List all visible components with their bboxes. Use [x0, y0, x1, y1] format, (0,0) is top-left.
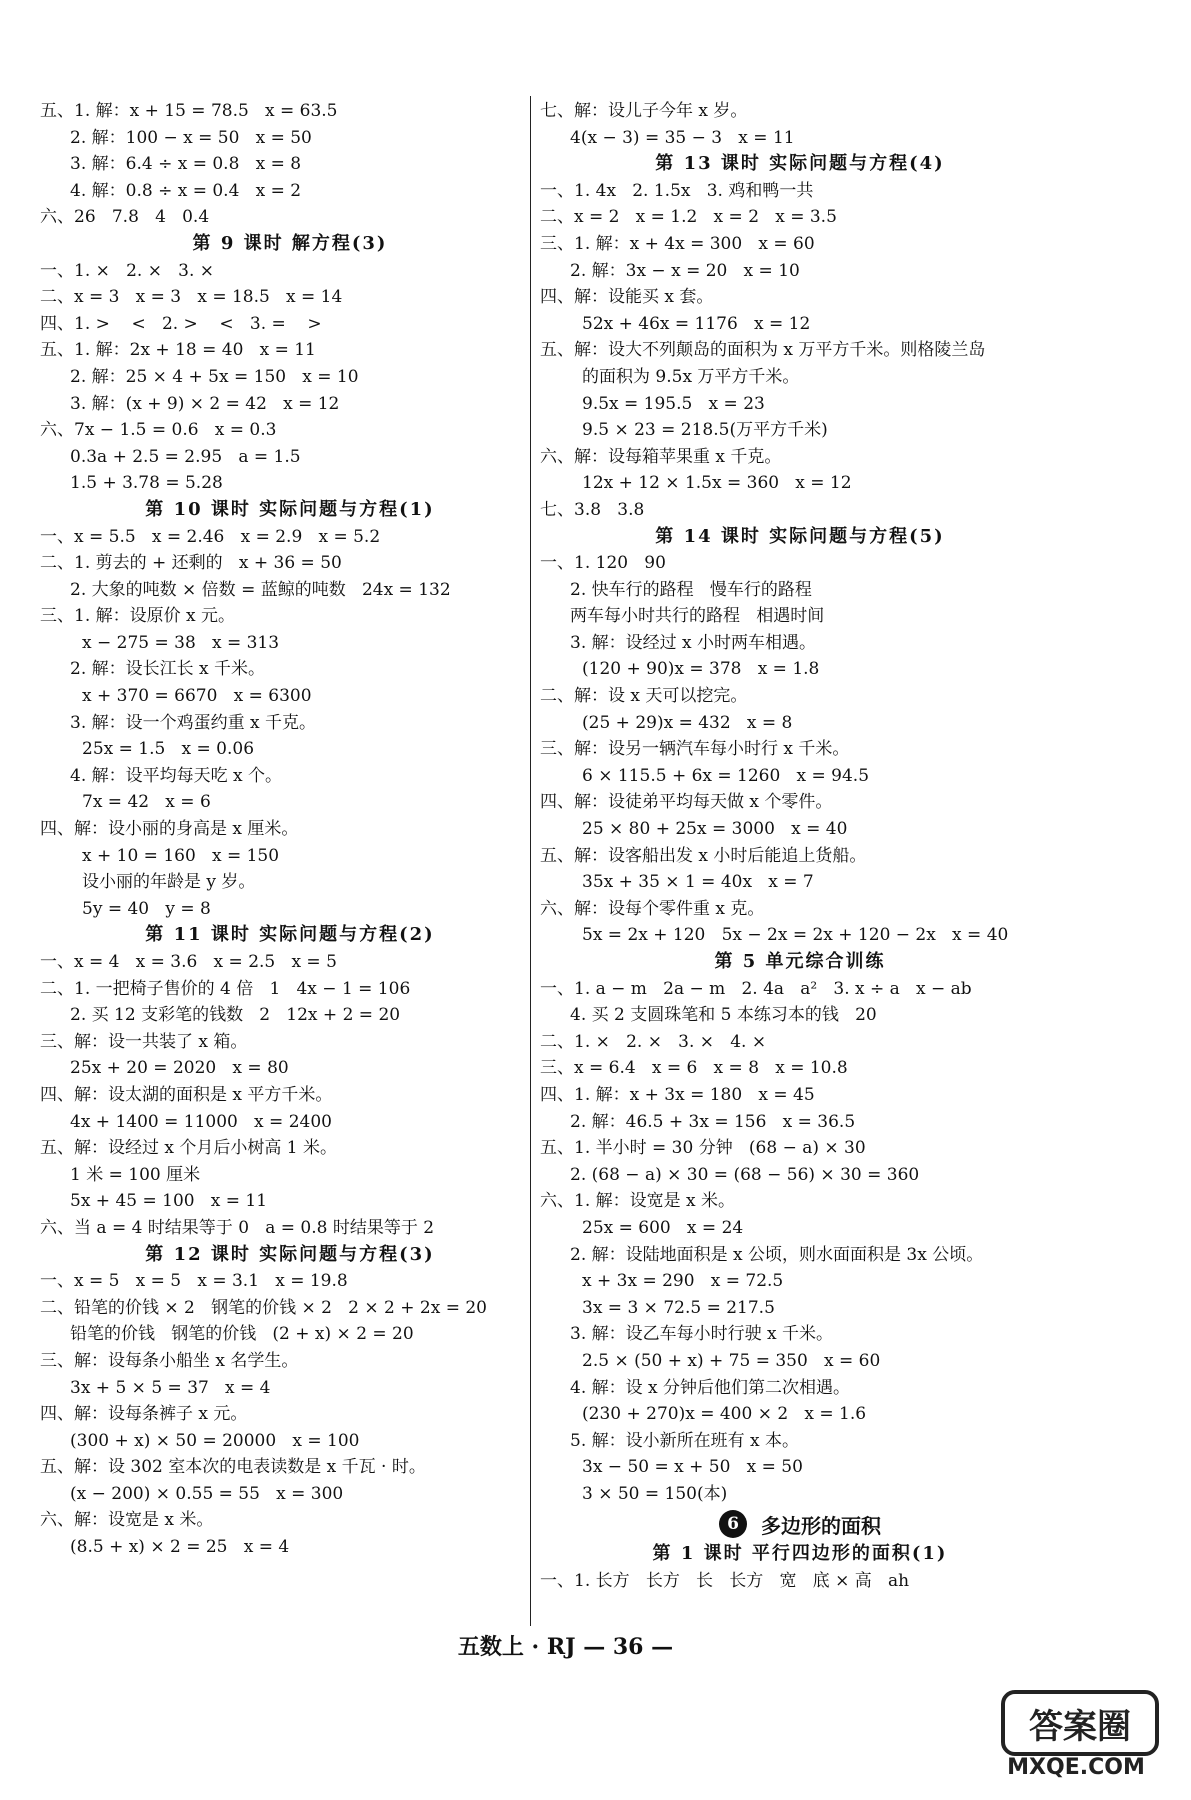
- answer-line: 25x = 600 x = 24: [582, 1217, 744, 1238]
- answer-line: 五、1. 解：2x + 18 = 40 x = 11: [40, 340, 316, 361]
- answer-line: 1 米 = 100 厘米: [70, 1164, 201, 1185]
- answer-line: 2. 解：设长江长 x 千米。: [70, 659, 266, 680]
- answer-line: 二、x = 2 x = 1.2 x = 2 x = 3.5: [540, 207, 837, 228]
- answer-line: 七、3.8 3.8: [540, 499, 645, 520]
- answer-line: 2. (68 − a) × 30 = (68 − 56) × 30 = 360: [570, 1164, 920, 1185]
- unit-title: 多边形的面积: [761, 1513, 881, 1538]
- answer-line: 2.5 × (50 + x) + 75 = 350 x = 60: [582, 1350, 881, 1371]
- answer-line: 一、1. 120 90: [540, 553, 666, 574]
- answer-line: 2. 买 12 支彩笔的钱数 2 12x + 2 = 20: [70, 1005, 401, 1026]
- answer-line: 2. 解：100 − x = 50 x = 50: [70, 127, 312, 148]
- answer-line: 一、1. a − m 2a − m 2. 4a a² 3. x ÷ a x − ab: [540, 978, 972, 999]
- answer-line: 四、解：设徒弟平均每天做 x 个零件。: [540, 792, 833, 813]
- answer-line: 两车每小时共行的路程 相遇时间: [570, 606, 825, 627]
- answer-line: 六、解：设宽是 x 米。: [40, 1510, 214, 1531]
- answer-line: 三、解：设每条小船坐 x 名学生。: [40, 1350, 299, 1371]
- answer-line: 三、1. 解：x + 4x = 300 x = 60: [540, 233, 815, 254]
- answer-line: 六、7x − 1.5 = 0.6 x = 0.3: [40, 420, 277, 441]
- answer-line: x + 370 = 6670 x = 6300: [82, 686, 312, 707]
- right-column: [540, 98, 1060, 1595]
- answer-line: 一、x = 5 x = 5 x = 3.1 x = 19.8: [40, 1271, 348, 1292]
- lesson-heading: 第 12 课时 实际问题与方程(3): [145, 1243, 435, 1265]
- answer-line: 二、1. × 2. × 3. × 4. ×: [540, 1031, 767, 1052]
- answer-line: 9.5x = 195.5 x = 23: [582, 393, 765, 414]
- answer-line: x + 3x = 290 x = 72.5: [582, 1271, 784, 1292]
- answer-line: 七、解：设儿子今年 x 岁。: [540, 101, 748, 121]
- answer-line: 4(x − 3) = 35 − 3 x = 11: [570, 127, 795, 148]
- answer-line: 三、1. 解：设原价 x 元。: [40, 606, 236, 627]
- answer-line: (300 + x) × 50 = 20000 x = 100: [70, 1430, 360, 1451]
- answer-line: 一、1. 长方 长方 长 长方 宽 底 × 高 ah: [540, 1571, 910, 1592]
- answer-line: 3. 解：6.4 ÷ x = 0.8 x = 8: [70, 154, 302, 175]
- answer-line: 二、1. 剪去的 + 还剩的 x + 36 = 50: [40, 553, 342, 574]
- answer-line: 3x = 3 × 72.5 = 217.5: [582, 1297, 775, 1318]
- answer-line: 2. 解：设陆地面积是 x 公顷，则水面面积是 3x 公顷。: [570, 1244, 984, 1265]
- lesson-heading: 第 13 课时 实际问题与方程(4): [655, 153, 945, 175]
- watermark-logo: [991, 1690, 1161, 1780]
- answer-line: 铅笔的价钱 钢笔的价钱 (2 + x) × 2 = 20: [70, 1324, 414, 1345]
- lesson-heading: 第 14 课时 实际问题与方程(5): [655, 525, 945, 547]
- answer-line: 3. 解：设经过 x 小时两车相遇。: [570, 632, 817, 653]
- answer-line: 2. 快车行的路程 慢车行的路程: [570, 579, 812, 600]
- lesson-heading: 第 1 课时 平行四边形的面积(1): [652, 1543, 948, 1565]
- answer-line: 4. 买 2 支圆珠笔和 5 本练习本的钱 20: [570, 1005, 877, 1026]
- watermark-url: MXQE.COM: [1007, 1755, 1145, 1780]
- answer-line: x + 10 = 160 x = 150: [82, 845, 280, 866]
- answer-line: 二、1. 一把椅子售价的 4 倍 1 4x − 1 = 106: [40, 978, 411, 999]
- answer-line: 六、解：设每箱苹果重 x 千克。: [540, 446, 782, 467]
- answer-line: 5y = 40 y = 8: [82, 898, 211, 919]
- lesson-heading: 第 11 课时 实际问题与方程(2): [145, 924, 435, 946]
- answer-line: 五、解：设客船出发 x 小时后能追上货船。: [540, 845, 867, 866]
- answer-line: 二、铅笔的价钱 × 2 钢笔的价钱 × 2 2 × 2 + 2x = 20: [40, 1297, 487, 1318]
- answer-line: (230 + 270)x = 400 × 2 x = 1.6: [582, 1404, 867, 1425]
- answer-line: 四、1. 解：x + 3x = 180 x = 45: [540, 1084, 815, 1105]
- answer-line: 五、1. 半小时 = 30 分钟 (68 − a) × 30: [540, 1138, 866, 1159]
- answer-line: 一、1. × 2. × 3. ×: [40, 260, 215, 281]
- answer-line: 5x = 2x + 120 5x − 2x = 2x + 120 − 2x x = 40: [582, 925, 1009, 946]
- answer-line: 3x − 50 = x + 50 x = 50: [582, 1457, 803, 1478]
- unit-heading: [540, 1507, 1060, 1541]
- answer-line: 五、1. 解：x + 15 = 78.5 x = 63.5: [40, 101, 338, 121]
- answer-line: 2. 大象的吨数 × 倍数 = 蓝鲸的吨数 24x = 132: [70, 579, 451, 600]
- answer-line: 六、当 a = 4 时结果等于 0 a = 0.8 时结果等于 2: [40, 1217, 435, 1238]
- answer-line: 1.5 + 3.78 = 5.28: [70, 473, 223, 494]
- answer-line: 四、解：设每条裤子 x 元。: [40, 1404, 248, 1425]
- answer-line: 的面积为 9.5x 万平方千米。: [582, 366, 800, 387]
- answer-line: 四、解：设能买 x 套。: [540, 287, 714, 308]
- answer-line: 三、x = 6.4 x = 6 x = 8 x = 10.8: [540, 1058, 848, 1079]
- answer-line: (120 + 90)x = 378 x = 1.8: [582, 659, 820, 680]
- answer-line: 4. 解：设 x 分钟后他们第二次相遇。: [570, 1377, 851, 1398]
- answer-line: 2. 解：25 × 4 + 5x = 150 x = 10: [70, 366, 359, 387]
- answer-line: 4x + 1400 = 11000 x = 2400: [70, 1111, 332, 1132]
- answer-line: 四、解：设小丽的身高是 x 厘米。: [40, 819, 299, 840]
- answer-line: 一、x = 5.5 x = 2.46 x = 2.9 x = 5.2: [40, 526, 381, 547]
- watermark-mark: 答案圈: [1001, 1690, 1159, 1756]
- unit-number-badge: 6: [719, 1510, 747, 1538]
- answer-line: 25x = 1.5 x = 0.06: [82, 739, 255, 760]
- answer-line: 5. 解：设小新所在班有 x 本。: [570, 1430, 800, 1451]
- answer-line: 四、1. > < 2. > < 3. = >: [40, 313, 322, 334]
- answer-line: 四、解：设太湖的面积是 x 平方千米。: [40, 1084, 333, 1105]
- answer-line: 2. 解：3x − x = 20 x = 10: [570, 260, 800, 281]
- answer-line: 一、x = 4 x = 3.6 x = 2.5 x = 5: [40, 952, 337, 972]
- answer-line: 3. 解：设乙车每小时行驶 x 千米。: [570, 1324, 834, 1345]
- answer-line: (25 + 29)x = 432 x = 8: [582, 712, 793, 733]
- answer-line: 六、26 7.8 4 0.4: [40, 207, 210, 228]
- answer-line: 0.3a + 2.5 = 2.95 a = 1.5: [70, 446, 301, 467]
- answer-line: 六、1. 解：设宽是 x 米。: [540, 1191, 736, 1212]
- answer-line: 五、解：设 302 室本次的电表读数是 x 千瓦 · 时。: [40, 1457, 426, 1478]
- answer-line: 25x + 20 = 2020 x = 80: [70, 1058, 289, 1079]
- answer-line: 5x + 45 = 100 x = 11: [70, 1191, 268, 1212]
- answer-line: 2. 解：46.5 + 3x = 156 x = 36.5: [570, 1111, 856, 1132]
- answer-line: 12x + 12 × 1.5x = 360 x = 12: [582, 473, 852, 494]
- answer-line: 25 × 80 + 25x = 3000 x = 40: [582, 819, 848, 840]
- answer-line: 设小丽的年龄是 y 岁。: [82, 872, 256, 893]
- answer-line: 3x + 5 × 5 = 37 x = 4: [70, 1377, 271, 1398]
- answer-line: 五、解：设经过 x 个月后小树高 1 米。: [40, 1138, 338, 1159]
- answer-line: 9.5 × 23 = 218.5(万平方千米): [582, 420, 828, 441]
- answer-line: 三、解：设另一辆汽车每小时行 x 千米。: [540, 739, 850, 760]
- answer-line: 3 × 50 = 150(本): [582, 1483, 728, 1504]
- answer-line: 3. 解：设一个鸡蛋约重 x 千克。: [70, 712, 317, 733]
- answer-line: x − 275 = 38 x = 313: [82, 632, 280, 653]
- page-footer: 五数上 · RJ — 36 —: [457, 1634, 674, 1660]
- lesson-heading: 第 9 课时 解方程(3): [192, 232, 388, 254]
- answer-line: 4. 解：0.8 ÷ x = 0.4 x = 2: [70, 180, 302, 201]
- left-column: [40, 98, 540, 1561]
- answer-line: 7x = 42 x = 6: [82, 792, 211, 813]
- answer-line: 一、1. 4x 2. 1.5x 3. 鸡和鸭一共: [540, 180, 814, 201]
- answer-line: 二、x = 3 x = 3 x = 18.5 x = 14: [40, 287, 343, 308]
- answer-line: 三、解：设一共装了 x 箱。: [40, 1031, 248, 1052]
- answer-line: 五、解：设大不列颠岛的面积为 x 万平方千米。则格陵兰岛: [540, 340, 986, 361]
- answer-line: 六、解：设每个零件重 x 克。: [540, 898, 765, 919]
- answer-line: (x − 200) × 0.55 = 55 x = 300: [70, 1483, 344, 1504]
- answer-line: 35x + 35 × 1 = 40x x = 7: [582, 872, 814, 893]
- lesson-heading: 第 10 课时 实际问题与方程(1): [145, 498, 435, 520]
- answer-line: 3. 解：(x + 9) × 2 = 42 x = 12: [70, 393, 340, 414]
- answer-line: 6 × 115.5 + 6x = 1260 x = 94.5: [582, 765, 870, 786]
- answer-line: 二、解：设 x 天可以挖完。: [540, 686, 748, 707]
- lesson-heading: 第 5 单元综合训练: [714, 951, 886, 972]
- answer-line: 52x + 46x = 1176 x = 12: [582, 313, 811, 334]
- answer-line: 4. 解：设平均每天吃 x 个。: [70, 765, 283, 786]
- answer-line: (8.5 + x) × 2 = 25 x = 4: [70, 1537, 290, 1558]
